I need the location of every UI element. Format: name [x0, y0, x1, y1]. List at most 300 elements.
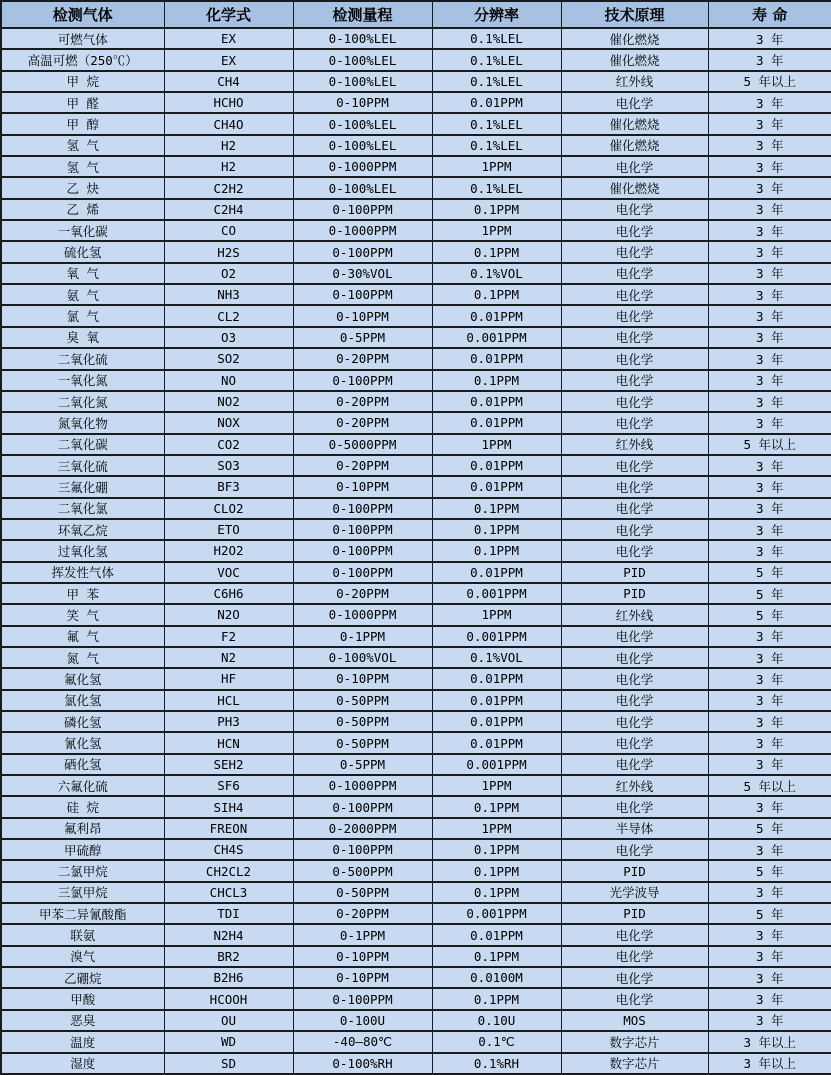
- cell-principle: 电化学: [561, 348, 708, 369]
- cell-gas-name: 氧 气: [1, 263, 164, 284]
- cell-range: 0-1000PPM: [293, 220, 432, 241]
- cell-range: 0-1PPM: [293, 626, 432, 647]
- cell-lifespan: 3 年: [708, 647, 831, 668]
- cell-principle: 数字芯片: [561, 1053, 708, 1075]
- table-row: [1, 540, 831, 561]
- cell-resolution: 0.01PPM: [432, 562, 561, 583]
- cell-formula: CH2CL2: [164, 860, 293, 881]
- cell-resolution: 0.1PPM: [432, 860, 561, 881]
- table-row: [1, 562, 831, 583]
- cell-gas-name: 二氧化硫: [1, 348, 164, 369]
- table-row: [1, 113, 831, 134]
- cell-principle: 半导体: [561, 818, 708, 839]
- cell-gas-name: 三氟化硼: [1, 476, 164, 497]
- cell-gas-name: 氟利昂: [1, 818, 164, 839]
- cell-lifespan: 3 年: [708, 882, 831, 903]
- cell-gas-name: 甲苯二异氰酸酯: [1, 903, 164, 924]
- cell-formula: CO: [164, 220, 293, 241]
- cell-gas-name: 二氧化碳: [1, 434, 164, 455]
- cell-formula: BR2: [164, 946, 293, 967]
- table-row: [1, 476, 831, 497]
- cell-gas-name: 联氨: [1, 924, 164, 945]
- cell-principle: 电化学: [561, 199, 708, 220]
- cell-principle: 电化学: [561, 668, 708, 689]
- cell-lifespan: 3 年: [708, 967, 831, 988]
- table-row: [1, 924, 831, 945]
- cell-lifespan: 5 年: [708, 583, 831, 604]
- cell-resolution: 1PPM: [432, 156, 561, 177]
- cell-lifespan: 3 年: [708, 412, 831, 433]
- cell-lifespan: 3 年: [708, 754, 831, 775]
- cell-principle: PID: [561, 583, 708, 604]
- cell-resolution: 1PPM: [432, 604, 561, 625]
- cell-formula: HCL: [164, 690, 293, 711]
- table-row: [1, 434, 831, 455]
- cell-range: 0-1000PPM: [293, 775, 432, 796]
- cell-formula: O3: [164, 327, 293, 348]
- cell-formula: HCN: [164, 732, 293, 753]
- table-row: [1, 305, 831, 326]
- cell-lifespan: 3 年: [708, 498, 831, 519]
- cell-principle: 催化燃烧: [561, 113, 708, 134]
- cell-formula: WD: [164, 1031, 293, 1052]
- table-row: [1, 1053, 831, 1075]
- cell-lifespan: 3 年: [708, 284, 831, 305]
- cell-lifespan: 3 年: [708, 135, 831, 156]
- cell-range: 0-50PPM: [293, 711, 432, 732]
- cell-gas-name: 甲 醛: [1, 92, 164, 113]
- cell-resolution: 0.1PPM: [432, 370, 561, 391]
- cell-resolution: 0.001PPM: [432, 583, 561, 604]
- cell-principle: 电化学: [561, 711, 708, 732]
- cell-lifespan: 5 年以上: [708, 71, 831, 92]
- cell-lifespan: 5 年: [708, 903, 831, 924]
- cell-gas-name: 氯化氢: [1, 690, 164, 711]
- cell-gas-name: 甲 苯: [1, 583, 164, 604]
- table-row: [1, 690, 831, 711]
- cell-formula: FREON: [164, 818, 293, 839]
- column-header-lifespan: 寿 命: [708, 1, 831, 28]
- cell-formula: CL2: [164, 305, 293, 326]
- cell-formula: SF6: [164, 775, 293, 796]
- table-row: [1, 49, 831, 70]
- cell-lifespan: 5 年以上: [708, 775, 831, 796]
- cell-gas-name: 二氧化氯: [1, 498, 164, 519]
- table-row: [1, 626, 831, 647]
- cell-resolution: 0.01PPM: [432, 690, 561, 711]
- cell-resolution: 0.0100M: [432, 967, 561, 988]
- cell-resolution: 0.1PPM: [432, 988, 561, 1009]
- cell-formula: H2S: [164, 241, 293, 262]
- cell-principle: 电化学: [561, 732, 708, 753]
- cell-lifespan: 3 年: [708, 305, 831, 326]
- cell-formula: NO: [164, 370, 293, 391]
- cell-range: 0-100PPM: [293, 519, 432, 540]
- cell-range: 0-100PPM: [293, 562, 432, 583]
- cell-formula: CLO2: [164, 498, 293, 519]
- cell-range: 0-100%LEL: [293, 113, 432, 134]
- cell-gas-name: 六氟化硫: [1, 775, 164, 796]
- cell-resolution: 0.01PPM: [432, 732, 561, 753]
- cell-range: 0-100PPM: [293, 540, 432, 561]
- cell-range: 0-5PPM: [293, 327, 432, 348]
- table-row: [1, 370, 831, 391]
- cell-resolution: 0.01PPM: [432, 348, 561, 369]
- cell-gas-name: 氢 气: [1, 156, 164, 177]
- table-row: [1, 839, 831, 860]
- cell-gas-name: 氟 气: [1, 626, 164, 647]
- cell-range: 0-5000PPM: [293, 434, 432, 455]
- cell-range: 0-10PPM: [293, 946, 432, 967]
- cell-range: 0-100%LEL: [293, 135, 432, 156]
- cell-principle: 光学波导: [561, 882, 708, 903]
- cell-gas-name: 硅 烷: [1, 796, 164, 817]
- cell-resolution: 0.1%RH: [432, 1053, 561, 1075]
- cell-resolution: 0.1%LEL: [432, 28, 561, 49]
- cell-gas-name: 湿度: [1, 1053, 164, 1075]
- table-row: [1, 498, 831, 519]
- cell-resolution: 0.1PPM: [432, 540, 561, 561]
- table-row: [1, 135, 831, 156]
- cell-lifespan: 3 年: [708, 476, 831, 497]
- cell-formula: NH3: [164, 284, 293, 305]
- cell-lifespan: 3 年: [708, 113, 831, 134]
- cell-principle: 电化学: [561, 455, 708, 476]
- table-row: [1, 988, 831, 1009]
- cell-range: 0-20PPM: [293, 455, 432, 476]
- table-row: [1, 860, 831, 881]
- table-row: [1, 903, 831, 924]
- cell-formula: N2O: [164, 604, 293, 625]
- cell-principle: 催化燃烧: [561, 135, 708, 156]
- cell-range: 0-100PPM: [293, 839, 432, 860]
- cell-gas-name: 挥发性气体: [1, 562, 164, 583]
- cell-range: 0-10PPM: [293, 476, 432, 497]
- cell-gas-name: 氰化氢: [1, 732, 164, 753]
- cell-lifespan: 3 年: [708, 626, 831, 647]
- cell-gas-name: 硫化氢: [1, 241, 164, 262]
- cell-resolution: 0.01PPM: [432, 412, 561, 433]
- cell-formula: SEH2: [164, 754, 293, 775]
- cell-principle: 电化学: [561, 498, 708, 519]
- cell-resolution: 0.1PPM: [432, 946, 561, 967]
- cell-formula: OU: [164, 1010, 293, 1031]
- cell-principle: 电化学: [561, 540, 708, 561]
- cell-formula: HCHO: [164, 92, 293, 113]
- cell-range: 0-100%LEL: [293, 71, 432, 92]
- cell-range: 0-100PPM: [293, 796, 432, 817]
- cell-gas-name: 乙 烯: [1, 199, 164, 220]
- cell-principle: 催化燃烧: [561, 28, 708, 49]
- cell-lifespan: 5 年: [708, 860, 831, 881]
- cell-gas-name: 甲硫醇: [1, 839, 164, 860]
- cell-resolution: 0.1PPM: [432, 796, 561, 817]
- cell-lifespan: 3 年: [708, 946, 831, 967]
- cell-lifespan: 3 年: [708, 263, 831, 284]
- cell-range: 0-100PPM: [293, 284, 432, 305]
- cell-resolution: 0.01PPM: [432, 476, 561, 497]
- cell-principle: PID: [561, 903, 708, 924]
- cell-formula: ETO: [164, 519, 293, 540]
- cell-principle: 电化学: [561, 92, 708, 113]
- cell-range: 0-100PPM: [293, 241, 432, 262]
- cell-resolution: 0.1%LEL: [432, 71, 561, 92]
- cell-resolution: 0.001PPM: [432, 626, 561, 647]
- cell-principle: 数字芯片: [561, 1031, 708, 1052]
- cell-range: 0-100%VOL: [293, 647, 432, 668]
- table-row: [1, 412, 831, 433]
- cell-range: 0-2000PPM: [293, 818, 432, 839]
- cell-principle: 催化燃烧: [561, 49, 708, 70]
- cell-lifespan: 3 年: [708, 1010, 831, 1031]
- cell-formula: CH4: [164, 71, 293, 92]
- cell-gas-name: 乙硼烷: [1, 967, 164, 988]
- cell-formula: H2: [164, 135, 293, 156]
- cell-resolution: 0.10U: [432, 1010, 561, 1031]
- table-row: [1, 199, 831, 220]
- cell-formula: VOC: [164, 562, 293, 583]
- cell-range: 0-20PPM: [293, 412, 432, 433]
- cell-range: 0-50PPM: [293, 690, 432, 711]
- cell-resolution: 0.01PPM: [432, 391, 561, 412]
- cell-range: 0-100PPM: [293, 199, 432, 220]
- table-row: [1, 946, 831, 967]
- cell-range: 0-20PPM: [293, 903, 432, 924]
- cell-range: 0-10PPM: [293, 967, 432, 988]
- cell-resolution: 0.1PPM: [432, 882, 561, 903]
- cell-resolution: 0.01PPM: [432, 668, 561, 689]
- cell-range: -40—80℃: [293, 1031, 432, 1052]
- cell-range: 0-50PPM: [293, 732, 432, 753]
- cell-gas-name: 甲 醇: [1, 113, 164, 134]
- table-row: [1, 263, 831, 284]
- cell-lifespan: 3 年: [708, 988, 831, 1009]
- cell-range: 0-50PPM: [293, 882, 432, 903]
- cell-gas-name: 氢 气: [1, 135, 164, 156]
- cell-resolution: 1PPM: [432, 818, 561, 839]
- cell-lifespan: 3 年: [708, 391, 831, 412]
- cell-lifespan: 3 年: [708, 28, 831, 49]
- table-row: [1, 1010, 831, 1031]
- cell-gas-name: 氨 气: [1, 284, 164, 305]
- cell-principle: 电化学: [561, 924, 708, 945]
- cell-formula: PH3: [164, 711, 293, 732]
- cell-resolution: 0.1%VOL: [432, 263, 561, 284]
- cell-range: 0-30%VOL: [293, 263, 432, 284]
- cell-lifespan: 3 年: [708, 327, 831, 348]
- cell-resolution: 0.001PPM: [432, 903, 561, 924]
- table-row: [1, 754, 831, 775]
- cell-formula: H2O2: [164, 540, 293, 561]
- cell-lifespan: 3 年: [708, 156, 831, 177]
- table-body: [1, 28, 831, 1074]
- cell-lifespan: 3 年: [708, 796, 831, 817]
- column-header-resolution: 分辨率: [432, 1, 561, 28]
- cell-principle: MOS: [561, 1010, 708, 1031]
- cell-resolution: 0.1PPM: [432, 241, 561, 262]
- cell-principle: 电化学: [561, 796, 708, 817]
- cell-gas-name: 笑 气: [1, 604, 164, 625]
- cell-lifespan: 3 年: [708, 370, 831, 391]
- cell-gas-name: 氮 气: [1, 647, 164, 668]
- cell-resolution: 0.01PPM: [432, 92, 561, 113]
- cell-formula: SO2: [164, 348, 293, 369]
- cell-gas-name: 温度: [1, 1031, 164, 1052]
- cell-formula: TDI: [164, 903, 293, 924]
- cell-principle: 电化学: [561, 626, 708, 647]
- cell-resolution: 0.1%LEL: [432, 135, 561, 156]
- cell-range: 0-100PPM: [293, 498, 432, 519]
- table-row: [1, 71, 831, 92]
- cell-principle: 电化学: [561, 476, 708, 497]
- table-row: [1, 668, 831, 689]
- cell-formula: H2: [164, 156, 293, 177]
- cell-gas-name: 甲酸: [1, 988, 164, 1009]
- cell-gas-name: 二氯甲烷: [1, 860, 164, 881]
- cell-formula: CO2: [164, 434, 293, 455]
- table-row: [1, 455, 831, 476]
- cell-gas-name: 可燃气体: [1, 28, 164, 49]
- table-row: [1, 647, 831, 668]
- cell-resolution: 0.1℃: [432, 1031, 561, 1052]
- cell-resolution: 1PPM: [432, 434, 561, 455]
- table-row: [1, 604, 831, 625]
- cell-principle: 电化学: [561, 370, 708, 391]
- cell-resolution: 0.1PPM: [432, 498, 561, 519]
- cell-formula: N2: [164, 647, 293, 668]
- cell-formula: BF3: [164, 476, 293, 497]
- cell-range: 0-10PPM: [293, 92, 432, 113]
- table-row: [1, 391, 831, 412]
- cell-formula: C6H6: [164, 583, 293, 604]
- cell-lifespan: 3 年: [708, 348, 831, 369]
- table-row: [1, 711, 831, 732]
- table-row: [1, 241, 831, 262]
- column-header-formula: 化学式: [164, 1, 293, 28]
- cell-range: 0-10PPM: [293, 305, 432, 326]
- cell-gas-name: 臭 氧: [1, 327, 164, 348]
- cell-lifespan: 3 年: [708, 924, 831, 945]
- cell-gas-name: 磷化氢: [1, 711, 164, 732]
- cell-range: 0-100%LEL: [293, 177, 432, 198]
- cell-lifespan: 3 年: [708, 690, 831, 711]
- cell-lifespan: 3 年: [708, 839, 831, 860]
- cell-lifespan: 3 年以上: [708, 1053, 831, 1075]
- table-row: [1, 177, 831, 198]
- cell-resolution: 0.001PPM: [432, 754, 561, 775]
- cell-resolution: 1PPM: [432, 220, 561, 241]
- cell-formula: HF: [164, 668, 293, 689]
- cell-resolution: 0.1%LEL: [432, 49, 561, 70]
- cell-lifespan: 5 年: [708, 562, 831, 583]
- cell-formula: F2: [164, 626, 293, 647]
- cell-range: 0-1000PPM: [293, 156, 432, 177]
- cell-range: 0-10PPM: [293, 668, 432, 689]
- cell-gas-name: 高温可燃（250℃）: [1, 49, 164, 70]
- cell-resolution: 0.1%LEL: [432, 177, 561, 198]
- cell-range: 0-20PPM: [293, 583, 432, 604]
- cell-range: 0-20PPM: [293, 348, 432, 369]
- table-row: [1, 583, 831, 604]
- cell-lifespan: 3 年: [708, 519, 831, 540]
- cell-formula: CH4O: [164, 113, 293, 134]
- cell-gas-name: 氮氧化物: [1, 412, 164, 433]
- cell-gas-name: 乙 炔: [1, 177, 164, 198]
- table-row: [1, 92, 831, 113]
- cell-lifespan: 3 年: [708, 177, 831, 198]
- cell-principle: 电化学: [561, 519, 708, 540]
- cell-principle: 电化学: [561, 647, 708, 668]
- cell-gas-name: 甲 烷: [1, 71, 164, 92]
- cell-lifespan: 3 年: [708, 668, 831, 689]
- cell-principle: 电化学: [561, 412, 708, 433]
- cell-formula: C2H4: [164, 199, 293, 220]
- cell-range: 0-100%LEL: [293, 28, 432, 49]
- cell-lifespan: 5 年以上: [708, 434, 831, 455]
- cell-formula: B2H6: [164, 967, 293, 988]
- table-row: [1, 818, 831, 839]
- cell-resolution: 0.01PPM: [432, 924, 561, 945]
- cell-gas-name: 三氧化硫: [1, 455, 164, 476]
- cell-principle: 催化燃烧: [561, 177, 708, 198]
- cell-range: 0-100PPM: [293, 370, 432, 391]
- table-row: [1, 519, 831, 540]
- cell-range: 0-5PPM: [293, 754, 432, 775]
- cell-resolution: 0.1PPM: [432, 199, 561, 220]
- cell-lifespan: 3 年: [708, 49, 831, 70]
- cell-range: 0-100%LEL: [293, 49, 432, 70]
- cell-lifespan: 5 年: [708, 818, 831, 839]
- table-row: [1, 967, 831, 988]
- cell-principle: PID: [561, 860, 708, 881]
- table-row: [1, 796, 831, 817]
- column-header-range: 检测量程: [293, 1, 432, 28]
- cell-principle: 电化学: [561, 284, 708, 305]
- cell-range: 0-500PPM: [293, 860, 432, 881]
- cell-lifespan: 3 年以上: [708, 1031, 831, 1052]
- cell-gas-name: 恶臭: [1, 1010, 164, 1031]
- cell-gas-name: 溴气: [1, 946, 164, 967]
- cell-gas-name: 过氧化氢: [1, 540, 164, 561]
- cell-principle: 红外线: [561, 434, 708, 455]
- table-row: [1, 348, 831, 369]
- cell-lifespan: 3 年: [708, 92, 831, 113]
- cell-resolution: 0.001PPM: [432, 327, 561, 348]
- cell-gas-name: 氯 气: [1, 305, 164, 326]
- cell-gas-name: 硒化氢: [1, 754, 164, 775]
- cell-range: 0-1000PPM: [293, 604, 432, 625]
- cell-formula: NOX: [164, 412, 293, 433]
- cell-range: 0-100U: [293, 1010, 432, 1031]
- column-header-gas: 检测气体: [1, 1, 164, 28]
- cell-principle: 电化学: [561, 241, 708, 262]
- cell-resolution: 0.1%LEL: [432, 113, 561, 134]
- cell-lifespan: 3 年: [708, 711, 831, 732]
- cell-lifespan: 3 年: [708, 241, 831, 262]
- table-row: [1, 28, 831, 49]
- cell-formula: EX: [164, 28, 293, 49]
- cell-lifespan: 3 年: [708, 540, 831, 561]
- table-row: [1, 156, 831, 177]
- cell-formula: CHCL3: [164, 882, 293, 903]
- cell-principle: 电化学: [561, 220, 708, 241]
- table-row: [1, 327, 831, 348]
- cell-formula: SO3: [164, 455, 293, 476]
- cell-resolution: 1PPM: [432, 775, 561, 796]
- table-row: [1, 220, 831, 241]
- table-row: [1, 284, 831, 305]
- cell-gas-name: 一氧化氮: [1, 370, 164, 391]
